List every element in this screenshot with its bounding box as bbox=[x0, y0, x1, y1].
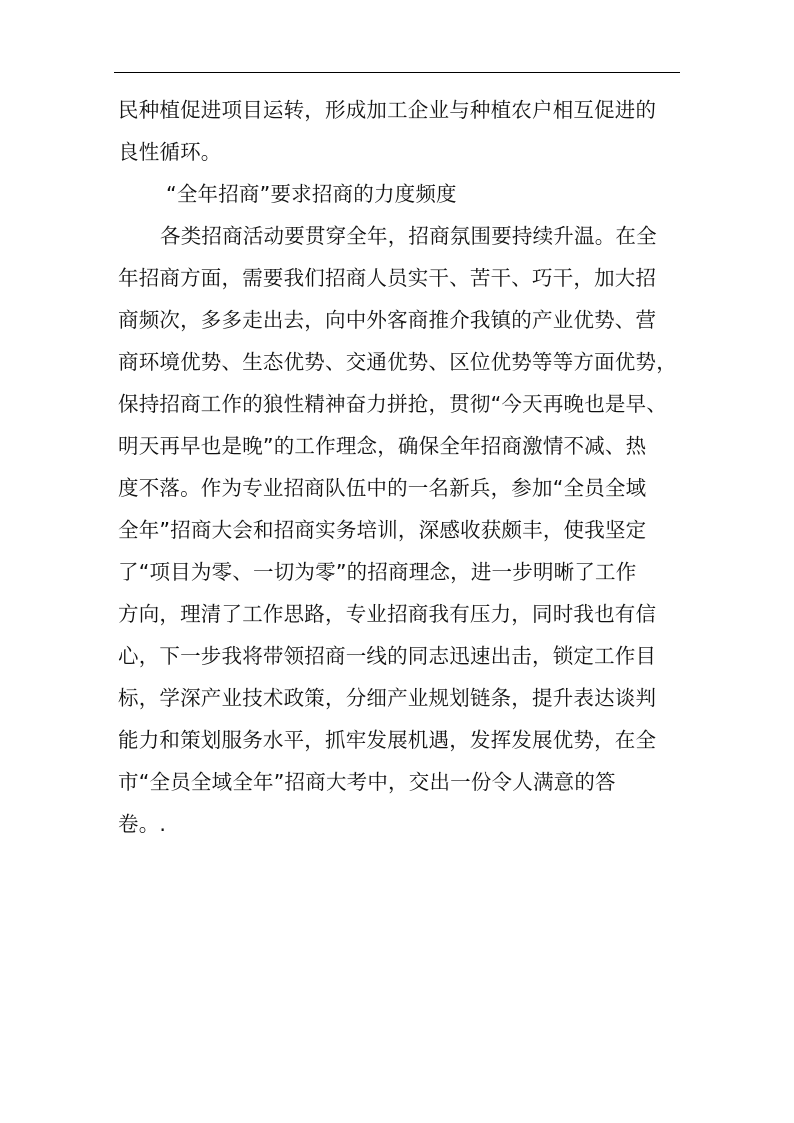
body-line-8: 保持招商工作的狼性精神奋力拼抢，贯彻“今天再晚也是早、 bbox=[118, 392, 668, 416]
body-line-1: 民种植促进项目运转，形成加工企业与种植农户相互促进的 bbox=[118, 98, 657, 122]
paragraph-first-line: 各类招商活动要贯穿全年，招商氛围要持续升温。在全 bbox=[160, 224, 657, 248]
header-rule bbox=[114, 72, 680, 73]
body-line-17: 市“全员全域全年”招商大考中，交出一份令人满意的答 bbox=[118, 770, 616, 794]
body-line-14: 心，下一步我将带领招商一线的同志迅速出击，锁定工作目 bbox=[118, 644, 657, 668]
body-line-10: 度不落。作为专业招商队伍中的一名新兵，参加“全员全域 bbox=[118, 476, 647, 500]
body-line-5: 年招商方面，需要我们招商人员实干、苦干、巧干，加大招 bbox=[118, 266, 657, 290]
body-line-12: 了“项目为零、一切为零”的招商理念，进一步明晰了工作 bbox=[118, 560, 637, 584]
body-line-15: 标，学深产业技术政策，分细产业规划链条，提升表达谈判 bbox=[118, 686, 657, 710]
body-line-7: 商环境优势、生态优势、交通优势、区位优势等等方面优势， bbox=[118, 350, 677, 374]
body-line-16: 能力和策划服务水平，抓牢发展机遇，发挥发展优势，在全 bbox=[118, 728, 657, 752]
body-line-2: 良性循环。 bbox=[118, 140, 222, 164]
section-heading: “全年招商”要求招商的力度频度 bbox=[166, 182, 457, 206]
body-line-18: 卷。. bbox=[118, 812, 167, 836]
body-line-9: 明天再早也是晚”的工作理念，确保全年招商激情不减、热 bbox=[118, 434, 647, 458]
body-line-13: 方向，理清了工作思路，专业招商我有压力，同时我也有信 bbox=[118, 602, 657, 626]
body-line-11: 全年”招商大会和招商实务培训，深感收获颇丰，使我坚定 bbox=[118, 518, 647, 542]
body-line-6: 商频次，多多走出去，向中外客商推介我镇的产业优势、营 bbox=[118, 308, 657, 332]
